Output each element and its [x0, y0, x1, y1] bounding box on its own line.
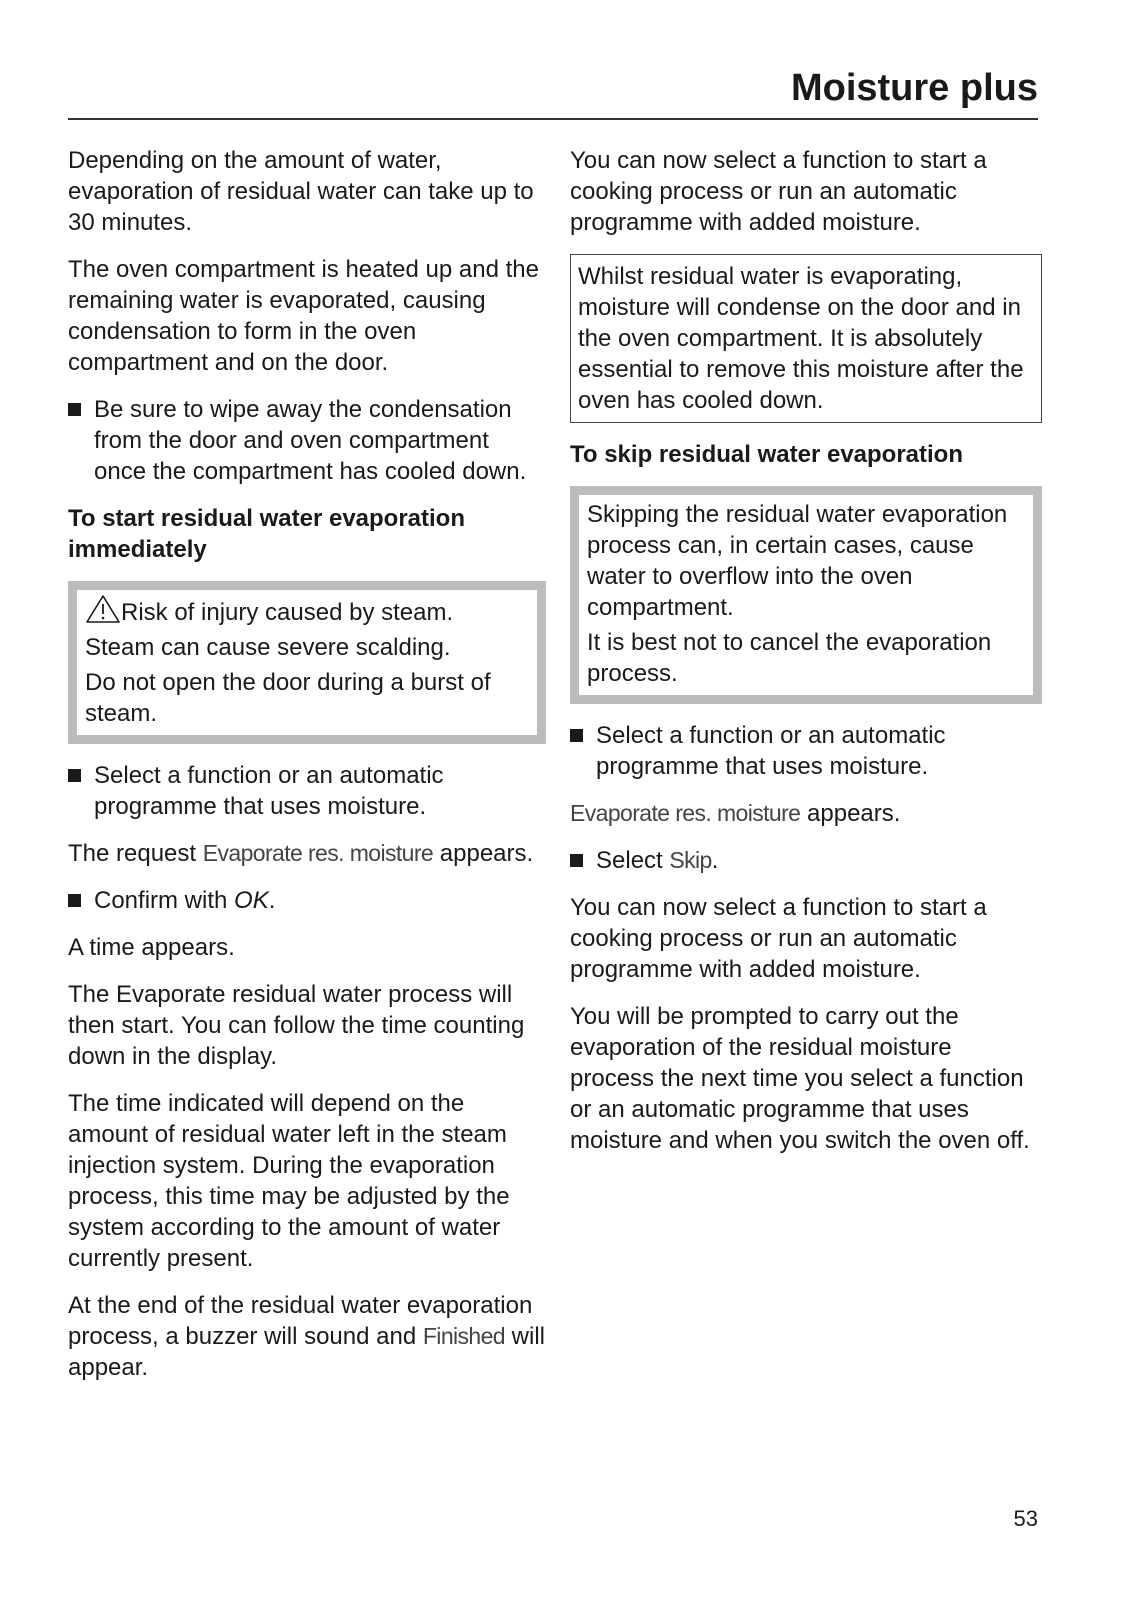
bullet-text: Be sure to wipe away the condensation from the door and oven compartment once the compartment has cooled down.: [94, 396, 527, 485]
ok-key-label: OK: [234, 887, 269, 914]
right-column: [570, 145, 1042, 1172]
note-box: [570, 254, 1042, 423]
warning-title: Risk of injury caused by steam.: [85, 594, 529, 628]
bullet-square-icon: [68, 769, 81, 782]
page-title: Moisture plus: [790, 67, 1038, 109]
paragraph: You will be prompted to carry out the evaporation of the residual moisture process the next time you select a function or an automatic programme that uses moisture and when you switch the oven off.: [570, 1003, 1030, 1154]
bullet-text: Select a function or an automatic programme that uses moisture.: [596, 722, 946, 780]
paragraph: The time indicated will depend on the amount of residual water left in the steam injection system. During the evaporation process, this time may be adjusted by the system according to the amount of water currently present.: [68, 1090, 510, 1272]
bullet-item: Select Skip.: [570, 845, 1042, 876]
warning-text: Do not open the door during a burst of steam.: [85, 669, 491, 727]
paragraph: You can now select a function to start a cooking process or run an automatic programme with added moisture.: [570, 147, 987, 236]
bullet-item: [68, 760, 546, 822]
paragraph: The oven compartment is heated up and the remaining water is evaporated, causing condensation to form in the oven compartment and on the door.: [68, 256, 539, 376]
warning-box: [570, 486, 1042, 704]
warning-box: [68, 581, 546, 744]
display-text: Evaporate res. moisture: [202, 840, 434, 866]
paragraph: Depending on the amount of water, evaporation of residual water can take up to 30 minutes.: [68, 147, 534, 236]
paragraph: The Evaporate residual water process will then start. You can follow the time counting down in the display.: [68, 981, 525, 1070]
paragraph: A time appears.: [68, 934, 235, 961]
display-text: Skip: [669, 847, 712, 873]
header-divider: [68, 118, 1038, 120]
bullet-square-icon: [68, 403, 81, 416]
display-text: Evaporate res. moisture: [570, 800, 801, 826]
bullet-item: Confirm with OK.: [68, 885, 546, 916]
bullet-square-icon: [570, 854, 583, 867]
warning-triangle-icon: [85, 594, 121, 624]
bullet-item: [570, 720, 1042, 782]
bullet-item: [68, 394, 546, 487]
bullet-square-icon: [68, 894, 81, 907]
warning-text: Skipping the residual water evaporation process can, in certain cases, cause water to overflow into the oven compartment.: [587, 501, 1008, 621]
paragraph: The request Evaporate res. moisture appears.: [68, 840, 534, 867]
section-heading: To start residual water evaporation immediately: [68, 505, 465, 563]
page-number: 53: [1013, 1506, 1038, 1531]
section-heading: To skip residual water evaporation: [570, 441, 963, 468]
paragraph: At the end of the residual water evaporation process, a buzzer will sound and Finished will appear.: [68, 1292, 545, 1381]
warning-text: Steam can cause severe scalding.: [85, 634, 451, 661]
display-text: Finished: [422, 1323, 505, 1349]
left-column: [68, 145, 546, 1399]
bullet-text: Select a function or an automatic programme that uses moisture.: [94, 762, 444, 820]
note-text: Whilst residual water is evaporating, moisture will condense on the door and in the oven compartment. It is absolutely essential to remove this moisture after the oven has cooled down.: [578, 263, 1024, 414]
paragraph: You can now select a function to start a cooking process or run an automatic programme with added moisture.: [570, 894, 987, 983]
bullet-square-icon: [570, 729, 583, 742]
warning-text: It is best not to cancel the evaporation process.: [587, 629, 992, 687]
paragraph: Evaporate res. moisture appears.: [570, 800, 901, 827]
